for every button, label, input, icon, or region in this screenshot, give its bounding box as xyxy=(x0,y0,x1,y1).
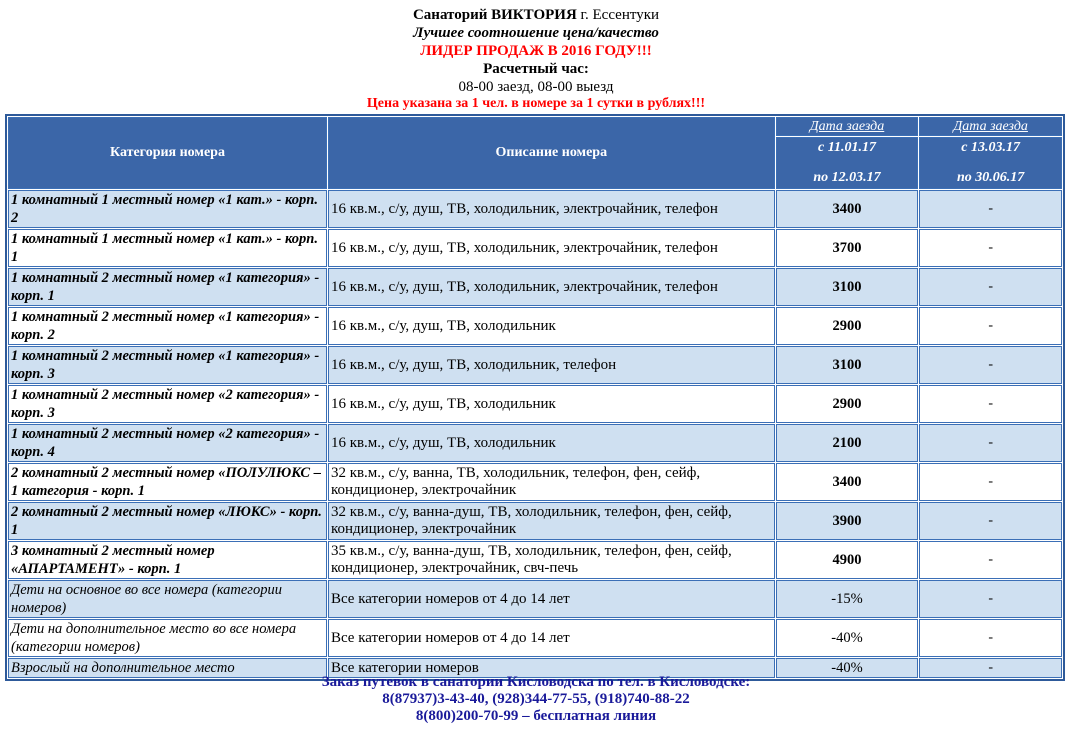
header-category: Категория номера xyxy=(8,117,327,189)
row-price-period2: - xyxy=(919,463,1062,501)
row-category: 2 комнатный 2 местный номер «ПОЛУЛЮКС – 1 категория - корп. 1 xyxy=(8,463,327,501)
price-note: Цена указана за 1 чел. в номере за 1 сутки в рублях!!! xyxy=(366,96,706,111)
row-price-period2: - xyxy=(919,346,1062,384)
table-row xyxy=(8,580,1062,618)
row-description: 32 кв.м., с/у, ванна-душ, ТВ, холодильник, телефон, фен, сейф, кондиционер, электрочайник xyxy=(328,502,775,540)
row-description: Все категории номеров xyxy=(328,658,775,678)
date2-to: по 30.06.17 xyxy=(957,170,1025,185)
row-price-period1: 3100 xyxy=(776,268,919,306)
row-description: 16 кв.м., с/у, душ, ТВ, холодильник xyxy=(328,307,775,345)
row-description: 16 кв.м., с/у, душ, ТВ, холодильник xyxy=(328,424,775,462)
table-row xyxy=(8,190,1062,228)
row-category: 1 комнатный 2 местный номер «1 категория» - корп. 3 xyxy=(8,346,327,384)
table-row xyxy=(8,346,1062,384)
row-price-period1: 3700 xyxy=(776,229,919,267)
row-category: Взрослый на дополнительное место xyxy=(8,658,327,678)
row-price-period2: - xyxy=(919,580,1062,618)
header-description: Описание номера xyxy=(328,117,775,189)
header-date2-title: Дата заезда xyxy=(919,117,1062,136)
table-row xyxy=(8,268,1062,306)
header-date2-range xyxy=(919,137,1062,189)
table-row xyxy=(8,463,1062,501)
price-table xyxy=(5,114,1065,681)
row-category: 3 комнатный 2 местный номер «АПАРТАМЕНТ» - корп. 1 xyxy=(8,541,327,579)
row-category: 2 комнатный 2 местный номер «ЛЮКС» - корп. 1 xyxy=(8,502,327,540)
row-price-period2: - xyxy=(919,307,1062,345)
table-row xyxy=(8,385,1062,423)
row-category: 1 комнатный 2 местный номер «1 категория» - корп. 2 xyxy=(8,307,327,345)
row-description: Все категории номеров от 4 до 14 лет xyxy=(328,580,775,618)
row-category: Дети на дополнительное место во все номера (категории номеров) xyxy=(8,619,327,657)
row-description: 16 кв.м., с/у, душ, ТВ, холодильник, телефон xyxy=(328,346,775,384)
hotel-name: Санаторий ВИКТОРИЯ xyxy=(412,7,577,23)
row-description: 32 кв.м., с/у, ванна, ТВ, холодильник, телефон, фен, сейф, кондиционер, электрочайник xyxy=(328,463,775,501)
table-row xyxy=(8,307,1062,345)
booking-title: Заказ путевок в санатории Кисловодска по тел. в Кисловодске: xyxy=(321,674,751,690)
row-description: 35 кв.м., с/у, ванна-душ, ТВ, холодильник, телефон, фен, сейф, кондиционер, электрочайник, свч-печь xyxy=(328,541,775,579)
row-category: 1 комнатный 2 местный номер «2 категория» - корп. 4 xyxy=(8,424,327,462)
date2-from: с 13.03.17 xyxy=(961,140,1021,155)
row-description: 16 кв.м., с/у, душ, ТВ, холодильник, электрочайник, телефон xyxy=(328,229,775,267)
booking-phones: 8(87937)3-43-40, (928)344-77-55, (918)740-88-22 xyxy=(382,691,690,707)
row-price-period2: - xyxy=(919,424,1062,462)
date1-from: с 11.01.17 xyxy=(818,140,876,155)
row-price-period1: 2100 xyxy=(776,424,919,462)
checkout-time: 08-00 заезд, 08-00 выезд xyxy=(458,79,614,95)
row-price-period1: 3400 xyxy=(776,190,919,228)
price-table-wrapper xyxy=(5,114,1065,681)
date1-to: по 12.03.17 xyxy=(813,170,881,185)
row-category: 1 комнатный 2 местный номер «1 категория» - корп. 1 xyxy=(8,268,327,306)
hotel-title xyxy=(0,6,1072,24)
row-price-period2: - xyxy=(919,229,1062,267)
row-price-period1: -40% xyxy=(776,658,919,678)
row-price-period2: - xyxy=(919,190,1062,228)
row-description: 16 кв.м., с/у, душ, ТВ, холодильник xyxy=(328,385,775,423)
table-row xyxy=(8,541,1062,579)
row-price-period1: -40% xyxy=(776,619,919,657)
row-category: 1 комнатный 2 местный номер «2 категория» - корп. 3 xyxy=(8,385,327,423)
header-date1-range xyxy=(776,137,919,189)
table-row xyxy=(8,229,1062,267)
booking-footer xyxy=(0,674,1072,725)
row-price-period1: 2900 xyxy=(776,385,919,423)
row-category: 1 комнатный 1 местный номер «1 кат.» - корп. 2 xyxy=(8,190,327,228)
hotel-city: г. Ессентуки xyxy=(576,7,660,23)
row-category: Дети на основное во все номера (категории номеров) xyxy=(8,580,327,618)
row-category: 1 комнатный 1 местный номер «1 кат.» - корп. 1 xyxy=(8,229,327,267)
price-table-body xyxy=(8,190,1062,678)
row-description: 16 кв.м., с/у, душ, ТВ, холодильник, электрочайник, телефон xyxy=(328,190,775,228)
row-price-period1: 2900 xyxy=(776,307,919,345)
row-price-period2: - xyxy=(919,385,1062,423)
page-header xyxy=(0,0,1072,112)
row-price-period1: -15% xyxy=(776,580,919,618)
header-date1-title: Дата заезда xyxy=(776,117,919,136)
row-price-period1: 4900 xyxy=(776,541,919,579)
row-price-period2: - xyxy=(919,541,1062,579)
sales-leader-banner: ЛИДЕР ПРОДАЖ В 2016 ГОДУ!!! xyxy=(420,43,652,59)
row-description: Все категории номеров от 4 до 14 лет xyxy=(328,619,775,657)
row-price-period1: 3900 xyxy=(776,502,919,540)
slogan: Лучшее соотношение цена/качество xyxy=(413,25,659,41)
checkout-title: Расчетный час: xyxy=(483,61,589,77)
table-row xyxy=(8,619,1062,657)
row-description: 16 кв.м., с/у, душ, ТВ, холодильник, электрочайник, телефон xyxy=(328,268,775,306)
row-price-period1: 3100 xyxy=(776,346,919,384)
row-price-period2: - xyxy=(919,268,1062,306)
row-price-period2: - xyxy=(919,619,1062,657)
table-row xyxy=(8,424,1062,462)
row-price-period2: - xyxy=(919,658,1062,678)
row-price-period1: 3400 xyxy=(776,463,919,501)
table-row xyxy=(8,502,1062,540)
booking-free-line: 8(800)200-70-99 – бесплатная линия xyxy=(415,708,657,724)
row-price-period2: - xyxy=(919,502,1062,540)
